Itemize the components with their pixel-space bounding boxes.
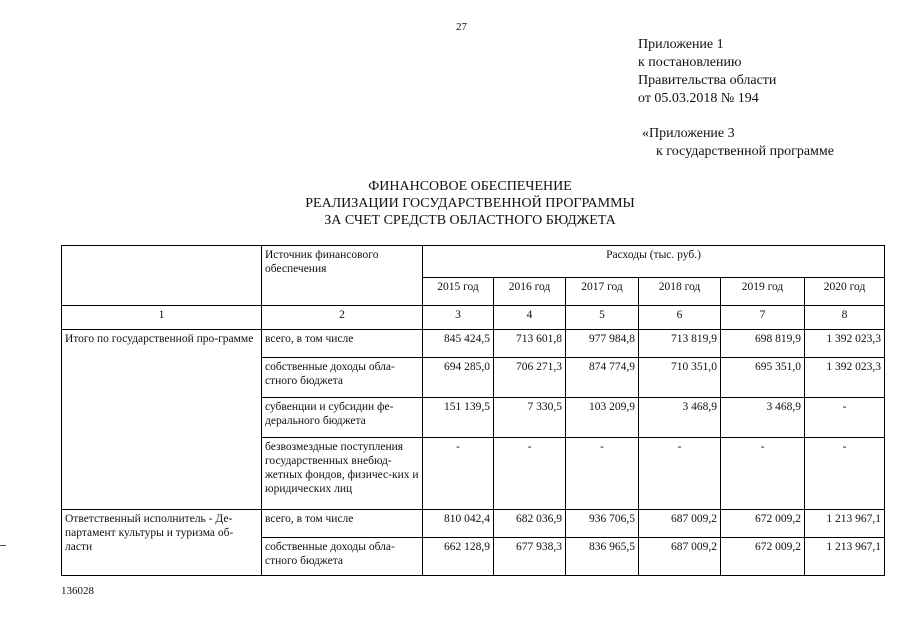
value-cell: 977 984,8 — [566, 330, 639, 358]
year-header: 2020 год — [805, 278, 885, 306]
column-number: 5 — [566, 306, 639, 330]
value-cell: - — [805, 398, 885, 438]
appendix-1-line: Приложение 1 — [638, 37, 724, 52]
column-numbers-row — [62, 306, 885, 330]
value-cell: 810 042,4 — [423, 510, 494, 538]
value-cell: - — [423, 438, 494, 510]
appendix-1-line: Правительства области — [638, 73, 777, 88]
source-cell: субвенции и субсидии фе-дерального бюджета — [262, 398, 423, 438]
value-cell: 682 036,9 — [494, 510, 566, 538]
source-cell: всего, в том числе — [262, 330, 423, 358]
value-cell: 1 213 967,1 — [805, 538, 885, 576]
year-header: 2016 год — [494, 278, 566, 306]
value-cell: 695 351,0 — [721, 358, 805, 398]
value-cell: 698 819,9 — [721, 330, 805, 358]
source-cell: безвозмездные поступления государственных внебюд-жетных фондов, физичес-ких и юридических лиц — [262, 438, 423, 510]
value-cell: 874 774,9 — [566, 358, 639, 398]
appendix-3-block — [642, 125, 834, 161]
appendix-1-line: от 05.03.2018 № 194 — [638, 91, 759, 106]
year-header: 2018 год — [639, 278, 721, 306]
value-cell: - — [494, 438, 566, 510]
value-cell: 103 209,9 — [566, 398, 639, 438]
title-line: ФИНАНСОВОЕ ОБЕСПЕЧЕНИЕ — [368, 179, 572, 194]
value-cell: 677 938,3 — [494, 538, 566, 576]
document-code: 136028 — [61, 585, 94, 597]
value-cell: 836 965,5 — [566, 538, 639, 576]
value-cell: 713 601,8 — [494, 330, 566, 358]
value-cell: 1 392 023,3 — [805, 330, 885, 358]
source-header: Источник финансового обеспечения — [262, 246, 423, 306]
column-number: 2 — [262, 306, 423, 330]
value-cell: 1 392 023,3 — [805, 358, 885, 398]
value-cell: 713 819,9 — [639, 330, 721, 358]
value-cell: - — [639, 438, 721, 510]
table-row — [62, 330, 885, 358]
value-cell: 662 128,9 — [423, 538, 494, 576]
value-cell: 3 468,9 — [639, 398, 721, 438]
year-header: 2019 год — [721, 278, 805, 306]
column-number: 3 — [423, 306, 494, 330]
financing-table — [61, 245, 885, 576]
column-number: 4 — [494, 306, 566, 330]
year-header: 2017 год — [566, 278, 639, 306]
header-empty-cell — [62, 246, 262, 306]
year-header: 2015 год — [423, 278, 494, 306]
value-cell: 687 009,2 — [639, 510, 721, 538]
source-cell: собственные доходы обла-стного бюджета — [262, 358, 423, 398]
column-number: 8 — [805, 306, 885, 330]
value-cell: 710 351,0 — [639, 358, 721, 398]
value-cell: - — [805, 438, 885, 510]
value-cell: 845 424,5 — [423, 330, 494, 358]
appendix-3-line: «Приложение 3 — [642, 126, 735, 141]
column-number: 1 — [62, 306, 262, 330]
value-cell: 672 009,2 — [721, 538, 805, 576]
appendix-3-line: к государственной программе — [656, 144, 834, 159]
title-line: ЗА СЧЕТ СРЕДСТВ ОБЛАСТНОГО БЮДЖЕТА — [324, 213, 616, 228]
header-row — [62, 246, 885, 278]
appendix-1-block — [638, 36, 776, 108]
value-cell: 687 009,2 — [639, 538, 721, 576]
value-cell: 694 285,0 — [423, 358, 494, 398]
value-cell: 3 468,9 — [721, 398, 805, 438]
document-title — [0, 178, 905, 229]
source-cell: собственные доходы обла-стного бюджета — [262, 538, 423, 576]
title-line: РЕАЛИЗАЦИИ ГОСУДАРСТВЕННОЙ ПРОГРАММЫ — [305, 196, 635, 211]
group-name: Ответственный исполнитель - Де-партамент культуры и туризма об-ласти — [62, 510, 262, 576]
value-cell: 672 009,2 — [721, 510, 805, 538]
column-number: 7 — [721, 306, 805, 330]
group-name: Итого по государственной про-грамме — [62, 330, 262, 510]
value-cell: 936 706,5 — [566, 510, 639, 538]
column-number: 6 — [639, 306, 721, 330]
margin-mark — [0, 545, 6, 546]
value-cell: 706 271,3 — [494, 358, 566, 398]
value-cell: 7 330,5 — [494, 398, 566, 438]
value-cell: - — [566, 438, 639, 510]
appendix-1-line: к постановлению — [638, 55, 742, 70]
page-number: 27 — [456, 21, 467, 33]
table-row — [62, 510, 885, 538]
value-cell: - — [721, 438, 805, 510]
expenses-header: Расходы (тыс. руб.) — [423, 246, 885, 278]
source-cell: всего, в том числе — [262, 510, 423, 538]
value-cell: 151 139,5 — [423, 398, 494, 438]
value-cell: 1 213 967,1 — [805, 510, 885, 538]
